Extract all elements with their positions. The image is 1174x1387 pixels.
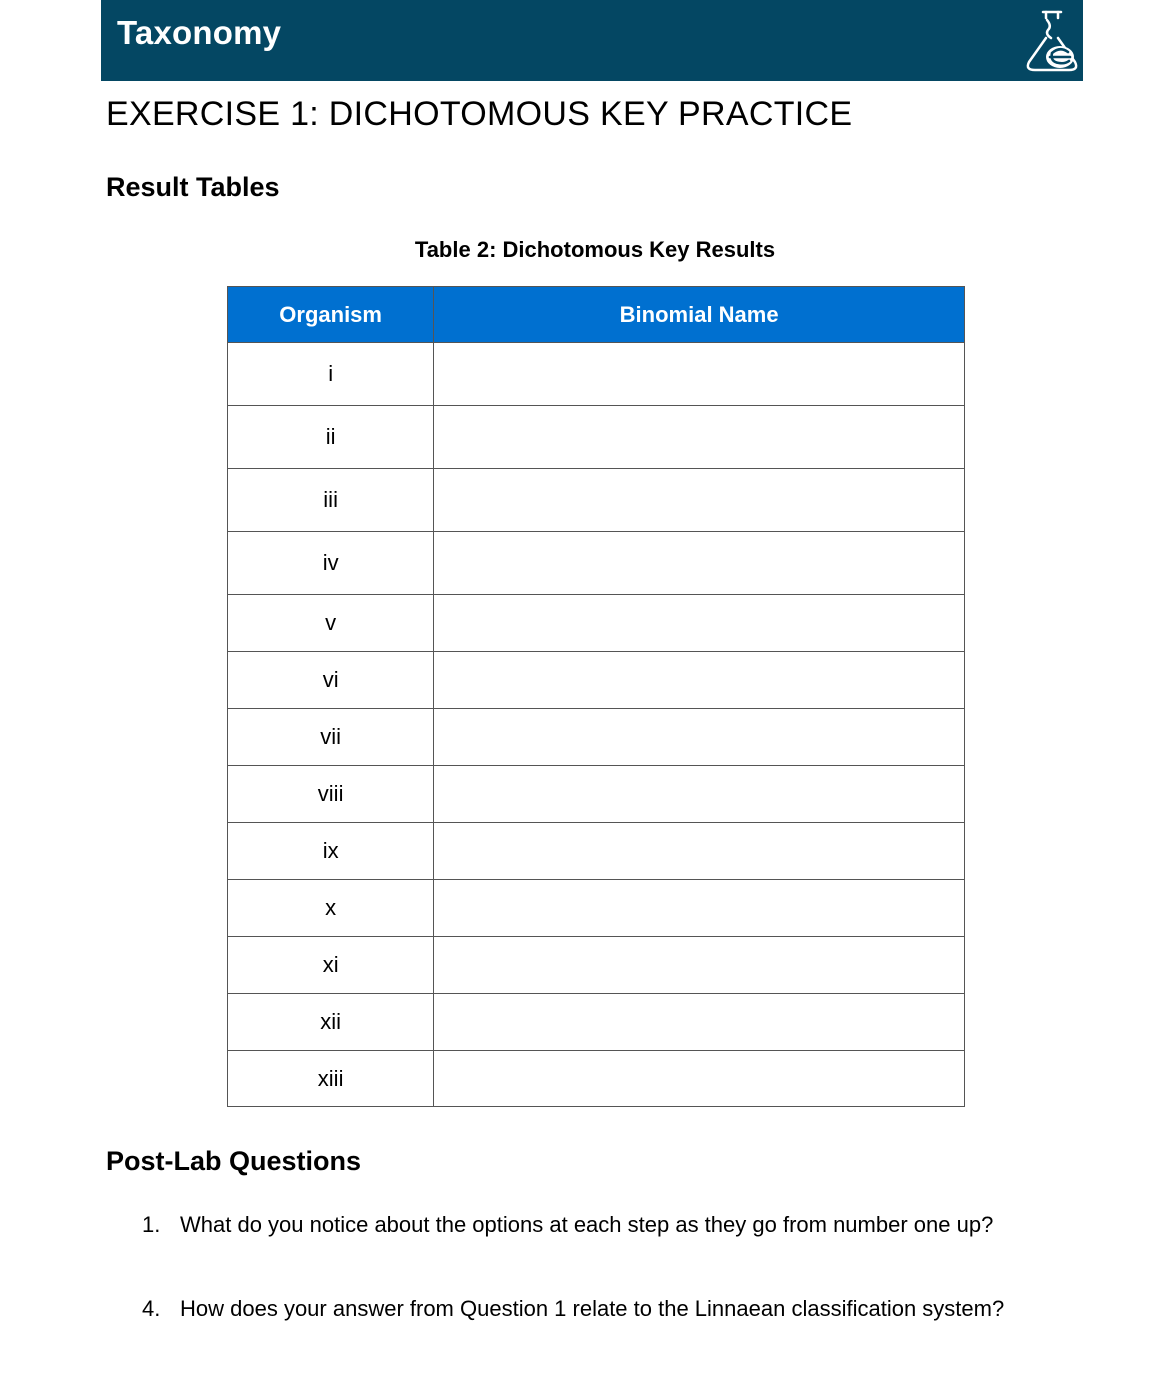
organism-cell: xi (228, 937, 434, 994)
table-row (228, 766, 965, 823)
organism-cell: xii (228, 994, 434, 1051)
question-number: 1. (142, 1212, 161, 1237)
binomial-name-cell[interactable] (434, 766, 965, 823)
flask-logo-icon (1021, 8, 1083, 74)
table-row (228, 469, 965, 532)
result-tables-heading: Result Tables (106, 172, 280, 202)
binomial-name-cell[interactable] (434, 709, 965, 766)
header-title: Taxonomy (117, 14, 282, 51)
table-row (228, 937, 965, 994)
binomial-name-cell[interactable] (434, 652, 965, 709)
table-row (228, 1051, 965, 1107)
binomial-name-cell[interactable] (434, 595, 965, 652)
question-text: How does your answer from Question 1 relate to the Linnaean classification system? (180, 1296, 1005, 1321)
table-row (228, 652, 965, 709)
organism-cell: v (228, 595, 434, 652)
question-item (142, 1296, 1004, 1322)
table-header-row (228, 287, 965, 343)
organism-cell: iii (228, 469, 434, 532)
organism-cell: ii (228, 406, 434, 469)
question-number: 4. (142, 1296, 161, 1321)
organism-cell: vii (228, 709, 434, 766)
organism-cell: x (228, 880, 434, 937)
post-lab-questions-heading: Post-Lab Questions (106, 1146, 362, 1176)
question-item (142, 1212, 993, 1238)
results-table (227, 286, 965, 1107)
binomial-name-column-header: Binomial Name (434, 287, 965, 343)
organism-cell: viii (228, 766, 434, 823)
organism-cell: vi (228, 652, 434, 709)
table-row (228, 709, 965, 766)
table-row (228, 343, 965, 406)
binomial-name-cell[interactable] (434, 937, 965, 994)
binomial-name-cell[interactable] (434, 532, 965, 595)
binomial-name-cell[interactable] (434, 880, 965, 937)
organism-cell: xiii (228, 1051, 434, 1107)
table-row (228, 532, 965, 595)
table-row (228, 406, 965, 469)
binomial-name-cell[interactable] (434, 994, 965, 1051)
binomial-name-cell[interactable] (434, 343, 965, 406)
table-row (228, 823, 965, 880)
organism-cell: i (228, 343, 434, 406)
binomial-name-cell[interactable] (434, 469, 965, 532)
question-text: What do you notice about the options at each step as they go from number one up? (180, 1212, 994, 1237)
header-bar (101, 0, 1083, 81)
organism-cell: ix (228, 823, 434, 880)
table-row (228, 595, 965, 652)
binomial-name-cell[interactable] (434, 406, 965, 469)
table-caption: Table 2: Dichotomous Key Results (414, 237, 776, 262)
table-row (228, 880, 965, 937)
organism-column-header: Organism (228, 287, 434, 343)
binomial-name-cell[interactable] (434, 823, 965, 880)
organism-cell: iv (228, 532, 434, 595)
exercise-title: EXERCISE 1: DICHOTOMOUS KEY PRACTICE (106, 95, 853, 133)
table-row (228, 994, 965, 1051)
binomial-name-cell[interactable] (434, 1051, 965, 1107)
